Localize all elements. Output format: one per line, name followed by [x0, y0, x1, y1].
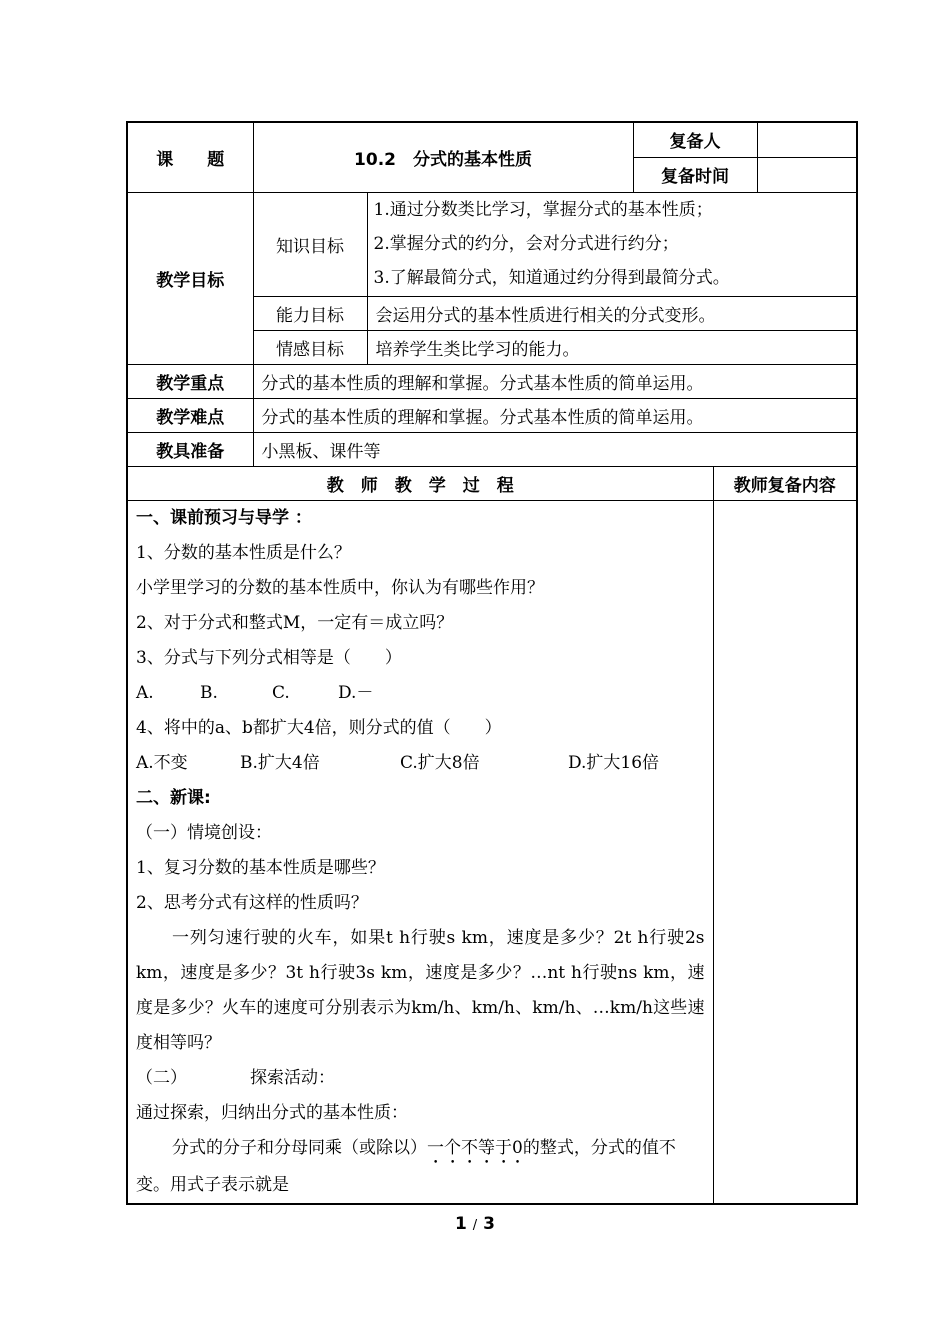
- knowledge-goal-item: 1.通过分数类比学习，掌握分式的基本性质；: [373, 200, 713, 220]
- subsection-title: [136, 1061, 705, 1096]
- knowledge-goal-item: 2.掌握分式的约分，会对分式进行约分；: [373, 234, 679, 254]
- question-4-options: [136, 746, 705, 781]
- difficulty-text: 分式的基本性质的理解和掌握。分式基本性质的简单运用。: [253, 398, 857, 432]
- process-header: 教 师 教 学 过 程: [127, 466, 713, 500]
- property-emphasis: 一个不等于0: [427, 1137, 523, 1158]
- paragraph: 1、复习分数的基本性质是哪些？: [136, 857, 385, 878]
- prep-time-value: [757, 157, 857, 192]
- question-4: 4、将中的a、b都扩大4倍，则分式的值（ ）: [136, 717, 502, 738]
- total-pages: 3: [483, 1214, 495, 1234]
- option-d: D.扩大16倍: [568, 752, 660, 773]
- question-1b: 小学里学习的分数的基本性质中，你认为有哪些作用？: [136, 577, 544, 598]
- question-3: 3、分式与下列分式相等是（ ）: [136, 647, 402, 668]
- property-text: 的整式，分式的值不变。用式子表示就是: [136, 1137, 676, 1195]
- goals-label: 教学目标: [127, 192, 253, 364]
- ability-goal-label: 能力目标: [253, 296, 367, 330]
- emotion-goal-label: 情感目标: [253, 330, 367, 364]
- key-point-label: 教学重点: [127, 364, 253, 398]
- question-3-options: [136, 676, 705, 711]
- tools-text: 小黑板、课件等: [253, 432, 857, 466]
- ability-goal-text: 会运用分式的基本性质进行相关的分式变形。: [367, 296, 857, 330]
- option-a: A.: [136, 682, 154, 703]
- property-text: 分式的分子和分母同乘（或除以）: [172, 1137, 427, 1158]
- section-title: 二、新课:: [136, 787, 211, 808]
- difficulty-label: 教学难点: [127, 398, 253, 432]
- current-page: 1: [455, 1214, 467, 1234]
- section-title: 一、课前预习与导学 ：: [136, 507, 312, 528]
- question-2: 2、对于分式和整式M，一定有＝成立吗？: [136, 612, 454, 633]
- property-statement: [136, 1131, 705, 1203]
- knowledge-goal-label: 知识目标: [253, 192, 367, 296]
- subsection-number: （二）: [136, 1067, 187, 1088]
- topic-label: 课 题: [127, 122, 253, 192]
- option-b: B.: [200, 682, 218, 703]
- option-b: B.扩大4倍: [240, 752, 320, 773]
- knowledge-goal-item: 3.了解最简分式，知道通过约分得到最简分式。: [373, 268, 730, 288]
- emotion-goal-text: 培养学生类比学习的能力。: [367, 330, 857, 364]
- prep-person-value: [757, 122, 857, 157]
- option-a: A.不变: [136, 752, 188, 773]
- tools-label: 教具准备: [127, 432, 253, 466]
- prep-time-label: 复备时间: [633, 157, 757, 192]
- lesson-title: 10.2 分式的基本性质: [253, 122, 633, 192]
- page-number: [0, 1214, 950, 1234]
- notes-content: [713, 500, 857, 1204]
- page-separator: /: [472, 1218, 478, 1233]
- subsection-title: （一）情境创设：: [136, 822, 272, 843]
- paragraph: 2、思考分式有这样的性质吗？: [136, 892, 368, 913]
- train-problem: 一列匀速行驶的火车，如果t h行驶s km，速度是多少？2t h行驶2s km，速度是多少？3t h行驶3s km，速度是多少？…nt h行驶ns km，速度是多少？火车的速度可分别表示为km/h、km/h、km/h、…km/h这些速度相等吗？: [136, 927, 705, 1053]
- paragraph: 通过探索，归纳出分式的基本性质：: [136, 1102, 408, 1123]
- subsection-label: 探索活动：: [250, 1067, 335, 1088]
- option-c: C.扩大8倍: [400, 752, 480, 773]
- knowledge-goal-items: [367, 192, 857, 296]
- question-1: 1、分数的基本性质是什么？: [136, 542, 351, 563]
- notes-header: 教师复备内容: [713, 466, 857, 500]
- prep-person-label: 复备人: [633, 122, 757, 157]
- option-c: C.: [272, 682, 290, 703]
- process-content: [127, 500, 713, 1204]
- key-point-text: 分式的基本性质的理解和掌握。分式基本性质的简单运用。: [253, 364, 857, 398]
- lesson-plan-table: [126, 121, 858, 1205]
- option-d: D.－: [338, 682, 374, 703]
